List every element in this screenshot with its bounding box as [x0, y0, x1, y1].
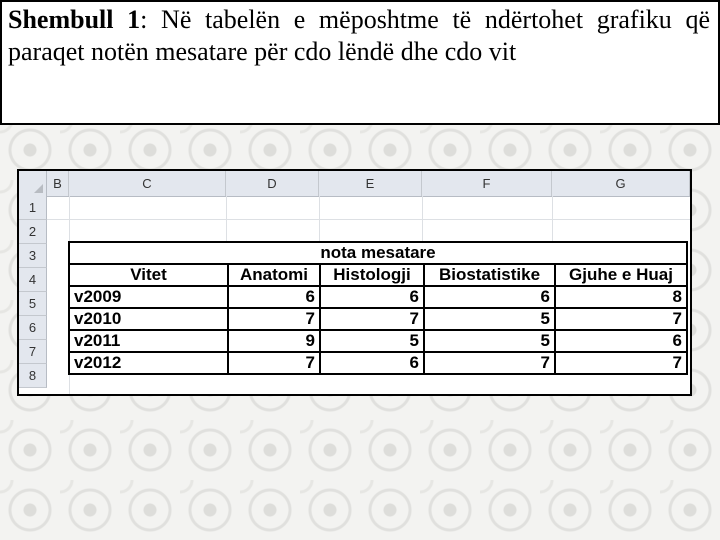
- header-cell-histologji[interactable]: Histologji: [320, 264, 424, 286]
- row-header-2[interactable]: 2: [19, 220, 47, 244]
- value-cell[interactable]: 5: [424, 308, 555, 330]
- value-cell[interactable]: 9: [228, 330, 320, 352]
- value-cell[interactable]: 6: [320, 352, 424, 374]
- example-label: Shembull 1: [8, 5, 141, 34]
- row-header-5[interactable]: 5: [19, 292, 47, 316]
- row-header-4[interactable]: 4: [19, 268, 47, 292]
- gridline: [226, 196, 227, 241]
- instruction-body: : Në tabelën e mëposhtme të ndërtohet grafiku që paraqet notën mesatare për cdo lëndë dhe cdo vit: [8, 5, 710, 66]
- value-cell[interactable]: 8: [555, 286, 687, 308]
- value-cell[interactable]: 7: [555, 352, 687, 374]
- table-row: [69, 352, 687, 374]
- header-cell-gjuhe-e-huaj[interactable]: Gjuhe e Huaj: [555, 264, 687, 286]
- value-cell[interactable]: 7: [228, 352, 320, 374]
- header-cell-anatomi[interactable]: Anatomi: [228, 264, 320, 286]
- column-header-e[interactable]: E: [319, 171, 422, 196]
- average-grades-table: [68, 241, 688, 375]
- year-cell[interactable]: v2012: [69, 352, 228, 374]
- value-cell[interactable]: 6: [320, 286, 424, 308]
- gridline: [47, 219, 690, 220]
- gridline: [319, 196, 320, 241]
- table-row: [69, 286, 687, 308]
- spreadsheet-view: [17, 169, 692, 396]
- value-cell[interactable]: 6: [424, 286, 555, 308]
- column-header-c[interactable]: C: [69, 171, 226, 196]
- header-row: [69, 264, 687, 286]
- year-cell[interactable]: v2011: [69, 330, 228, 352]
- gridline: [552, 196, 553, 241]
- instruction-textbox: [0, 0, 720, 125]
- value-cell[interactable]: 6: [555, 330, 687, 352]
- table-title-cell[interactable]: nota mesatare: [69, 242, 687, 264]
- select-all-corner[interactable]: [19, 171, 47, 196]
- header-cell-biostatistike[interactable]: Biostatistike: [424, 264, 555, 286]
- column-header-g[interactable]: G: [552, 171, 690, 196]
- instruction-text: [2, 2, 718, 68]
- value-cell[interactable]: 5: [320, 330, 424, 352]
- value-cell[interactable]: 7: [228, 308, 320, 330]
- year-cell[interactable]: v2010: [69, 308, 228, 330]
- column-headers: [47, 171, 690, 197]
- row-header-1[interactable]: 1: [19, 196, 47, 220]
- row-header-8[interactable]: 8: [19, 364, 47, 388]
- value-cell[interactable]: 7: [320, 308, 424, 330]
- value-cell[interactable]: 7: [555, 308, 687, 330]
- column-header-b[interactable]: B: [47, 171, 69, 196]
- table-row: [69, 308, 687, 330]
- row-header-7[interactable]: 7: [19, 340, 47, 364]
- row-header-3[interactable]: 3: [19, 244, 47, 268]
- value-cell[interactable]: 7: [424, 352, 555, 374]
- gridline: [422, 196, 423, 241]
- column-header-d[interactable]: D: [226, 171, 319, 196]
- value-cell[interactable]: 6: [228, 286, 320, 308]
- header-cell-vitet[interactable]: Vitet: [69, 264, 228, 286]
- value-cell[interactable]: 5: [424, 330, 555, 352]
- column-header-f[interactable]: F: [422, 171, 552, 196]
- year-cell[interactable]: v2009: [69, 286, 228, 308]
- row-header-6[interactable]: 6: [19, 316, 47, 340]
- table-row: [69, 330, 687, 352]
